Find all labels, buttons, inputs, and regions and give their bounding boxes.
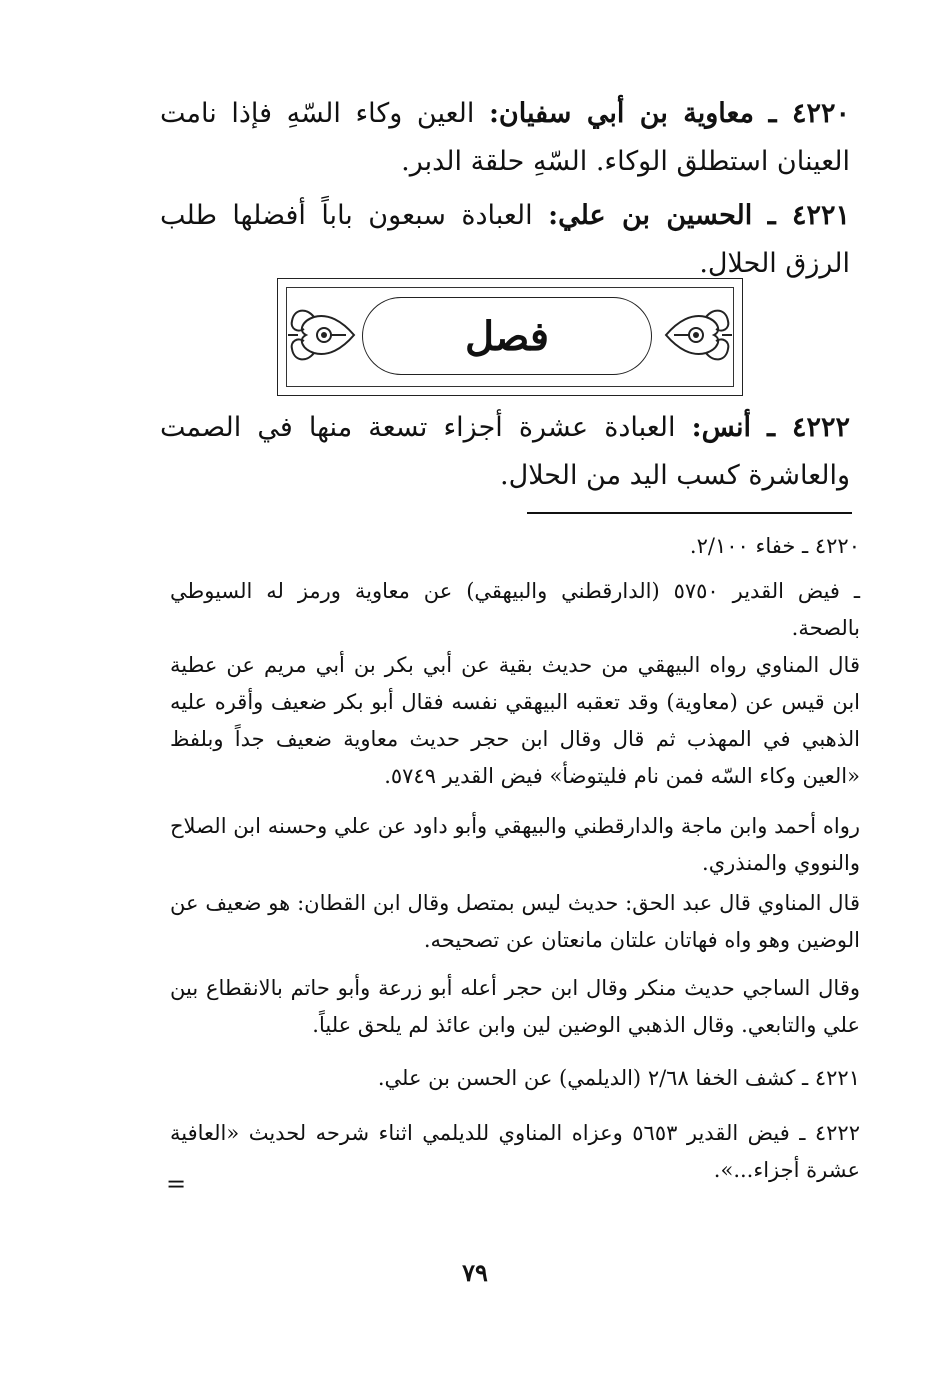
continuation-mark: = [166,1170,187,1198]
entry-text: العبادة عشرة أجزاء تسعة منها في الصمت والعاشرة كسب اليد من الحلال. [160,412,850,491]
entry-narrator: الحسين بن علي: [548,200,753,231]
ornament-left-icon [284,299,356,371]
footnote-4222: ٤٢٢٢ ـ فيض القدير ٥٦٥٣ وعزاه المناوي للديلمي اثناء شرحه لحديث «العافية عشرة أجزاء...». [170,1121,860,1182]
ornament-right-icon [664,299,736,371]
footnote-4221: ٤٢٢١ ـ كشف الخفا ٢/٦٨ (الديلمي) عن الحسن بن علي. [377,1066,860,1090]
footnote-divider [527,512,852,514]
footnote-4220: ٤٢٢٠ ـ خفاء ٢/١٠٠. [689,534,860,558]
entry-number: ٤٢٢١ ـ [767,200,850,231]
entry-4222 [160,404,850,500]
footnote-paragraph: قال المناوي قال عبد الحق: حديث ليس بمتصل وقال ابن القطان: هو ضعيف عن الوضين وهو واه فهاتان علتان مانعتان عن تصحيحه. [170,891,860,952]
section-heading-oval [362,297,652,375]
entry-4220 [160,90,850,186]
entry-text: العين وكاء السّهِ فإذا نامت العينان استطلق الوكاء. السّهِ حلقة الدبر. [160,98,850,177]
entry-number: ٤٢٢٠ ـ [768,98,850,129]
entry-narrator: أنس: [691,412,752,443]
section-heading-frame [277,278,743,396]
footnote-paragraph: ـ فيض القدير ٥٧٥٠ (الدارقطني والبيهقي) عن معاوية ورمز له السيوطي بالصحة. [170,579,860,640]
entry-4221 [160,192,850,288]
section-title: فصل [464,312,550,360]
entry-narrator: معاوية بن أبي سفيان: [488,98,755,129]
page-number: ٧٩ [462,1258,488,1287]
footnote-paragraph: وقال الساجي حديث منكر وقال ابن حجر أعله أبو زرعة وأبو حاتم بالانقطاع بين علي والتابعي. وقال الذهبي الوضين لين وابن عائذ لم يلحق علياً. [170,976,860,1037]
footnote-paragraph: رواه أحمد وابن ماجة والدارقطني والبيهقي وأبو داود عن علي وحسنه ابن الصلاح والنووي والمنذري. [170,814,860,875]
footnote-paragraph: قال المناوي رواه البيهقي من حديث بقية عن أبي بكر بن أبي مريم عن عطية ابن قيس عن (معاوية) وقد تعقبه البيهقي نفسه فقال أبو بكر ضعيف وأقره عليه الذهبي في المهذب ثم قال وقال ابن حجر حديث معاوية ضعيف جداً وبلفظ «العين وكاء السّه فمن نام فليتوضأ» فيض القدير ٥٧٤٩. [170,653,860,788]
entry-text: العبادة سبعون باباً أفضلها طلب الرزق الحلال. [160,200,850,279]
entry-number: ٤٢٢٢ ـ [767,412,850,443]
